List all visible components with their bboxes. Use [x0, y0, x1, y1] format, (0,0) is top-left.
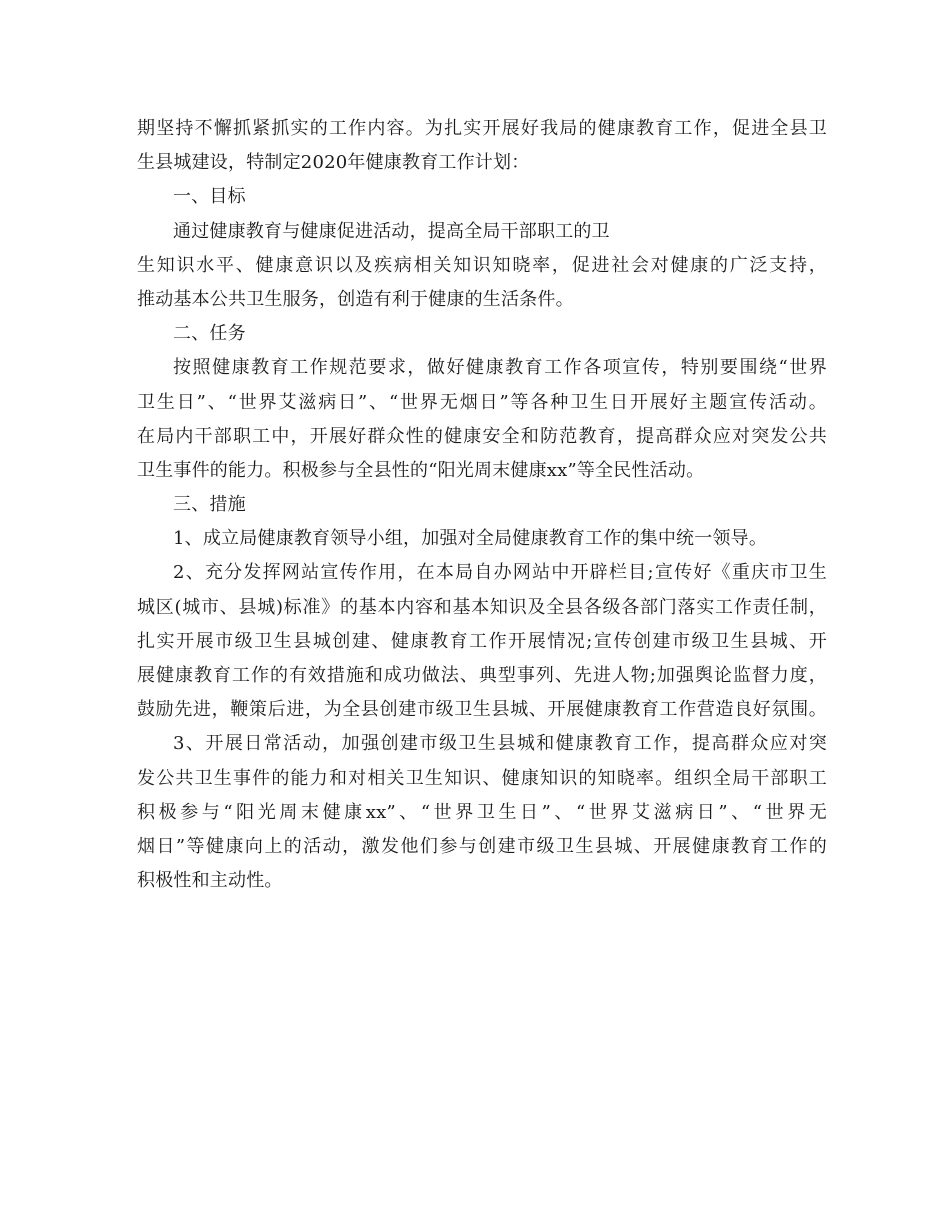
body-text-line: 卫生日”、“世界艾滋病日”、“世界无烟日”等各种卫生日开展好主题宣传活动。 [137, 391, 827, 413]
body-text-line: 鼓励先进，鞭策后进，为全县创建市级卫生县城、开展健康教育工作营造良好氛围。 [137, 699, 827, 721]
body-text-line: 2、充分发挥网站宣传作用，在本局自办网站中开辟栏目;宣传好《重庆市卫生 [173, 562, 827, 584]
body-text-line: 在局内干部职工中，开展好群众性的健康安全和防范教育，提高群众应对突发公共 [137, 425, 827, 447]
section-heading-task: 二、任务 [173, 323, 246, 345]
body-text-line: 城区(城市、县城)标准》的基本内容和基本知识及全县各级各部门落实工作责任制， [137, 596, 827, 618]
body-text-line: 积极性和主动性。 [137, 870, 283, 892]
body-text-line: 期坚持不懈抓紧抓实的工作内容。为扎实开展好我局的健康教育工作，促进全县卫 [137, 118, 827, 139]
body-text-line: 1、成立局健康教育领导小组，加强对全局健康教育工作的集中统一领导。 [173, 528, 768, 550]
body-text-line: 生知识水平、健康意识以及疾病相关知识知晓率，促进社会对健康的广泛支持， [137, 254, 827, 276]
body-text-line: 烟日”等健康向上的活动，激发他们参与创建市级卫生县城、开展健康教育工作的 [137, 835, 827, 857]
section-heading-goal: 一、目标 [173, 186, 246, 208]
body-text-line: 发公共卫生事件的能力和对相关卫生知识、健康知识的知晓率。组织全局干部职工 [137, 767, 827, 789]
body-text-line: 展健康教育工作的有效措施和成功做法、典型事列、先进人物;加强舆论监督力度， [137, 665, 827, 686]
document-body [137, 112, 827, 898]
body-text-line: 扎实开展市级卫生县城创建、健康教育工作开展情况;宣传创建市级卫生县城、开 [137, 630, 827, 652]
body-text-line: 通过健康教育与健康促进活动，提高全局干部职工的卫 [173, 220, 610, 242]
body-text-line: 积极参与“阳光周末健康xx”、“世界卫生日”、“世界艾滋病日”、“世界无 [137, 801, 827, 823]
body-text-line: 卫生事件的能力。积极参与全县性的“阳光周末健康xx”等全民性活动。 [137, 459, 705, 481]
body-text-line: 推动基本公共卫生服务，创造有利于健康的生活条件。 [137, 288, 574, 310]
section-heading-measures: 三、措施 [173, 494, 246, 516]
body-text-line: 按照健康教育工作规范要求，做好健康教育工作各项宣传，特别要围绕“世界 [173, 357, 827, 379]
body-text-line: 生县城建设，特制定2020年健康教育工作计划： [137, 152, 530, 174]
body-text-line: 3、开展日常活动，加强创建市级卫生县城和健康教育工作，提高群众应对突 [173, 733, 827, 755]
